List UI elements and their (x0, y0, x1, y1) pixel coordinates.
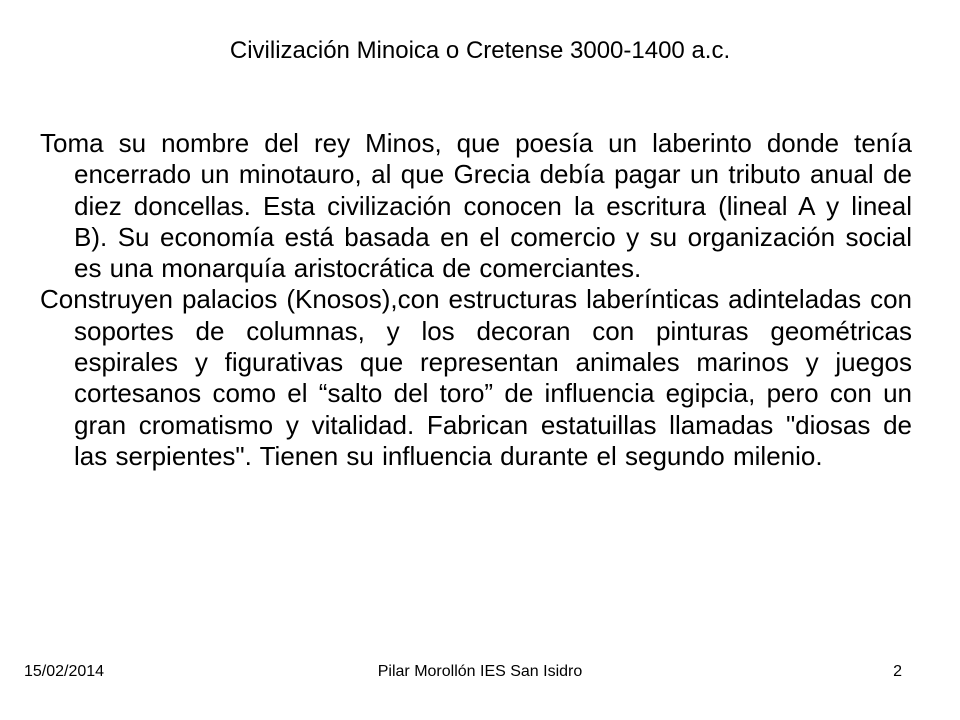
slide-title: Civilización Minoica o Cretense 3000-1400 a.c. (229, 37, 731, 64)
footer-page-number: 2 (893, 663, 902, 680)
slide-body (40, 128, 912, 472)
footer-date: 15/02/2014 (24, 663, 105, 680)
paragraph-minos: Toma su nombre del rey Minos, que poesía un laberinto donde tenía encerrado un minotauro, al que Grecia debía pagar un tributo anual de diez doncellas. Esta civilización conocen la escritura (lineal A y lineal B). Su economía está basada en el comercio y su organización social es una monarquía aristocrática de comerciantes. (40, 128, 912, 284)
footer-author: Pilar Morollón IES San Isidro (377, 663, 583, 680)
paragraph-palaces: Construyen palacios (Knosos),con estructuras laberínticas adinteladas con soportes de columnas, y los decoran con pinturas geométricas espirales y figurativas que representan animales marinos y juegos cortesanos como el “salto del toro” de influencia egipcia, pero con un gran cromatismo y vitalidad. Fabrican estatuillas llamadas "diosas de las serpientes". Tienen su influencia durante el segundo milenio. (40, 284, 912, 471)
